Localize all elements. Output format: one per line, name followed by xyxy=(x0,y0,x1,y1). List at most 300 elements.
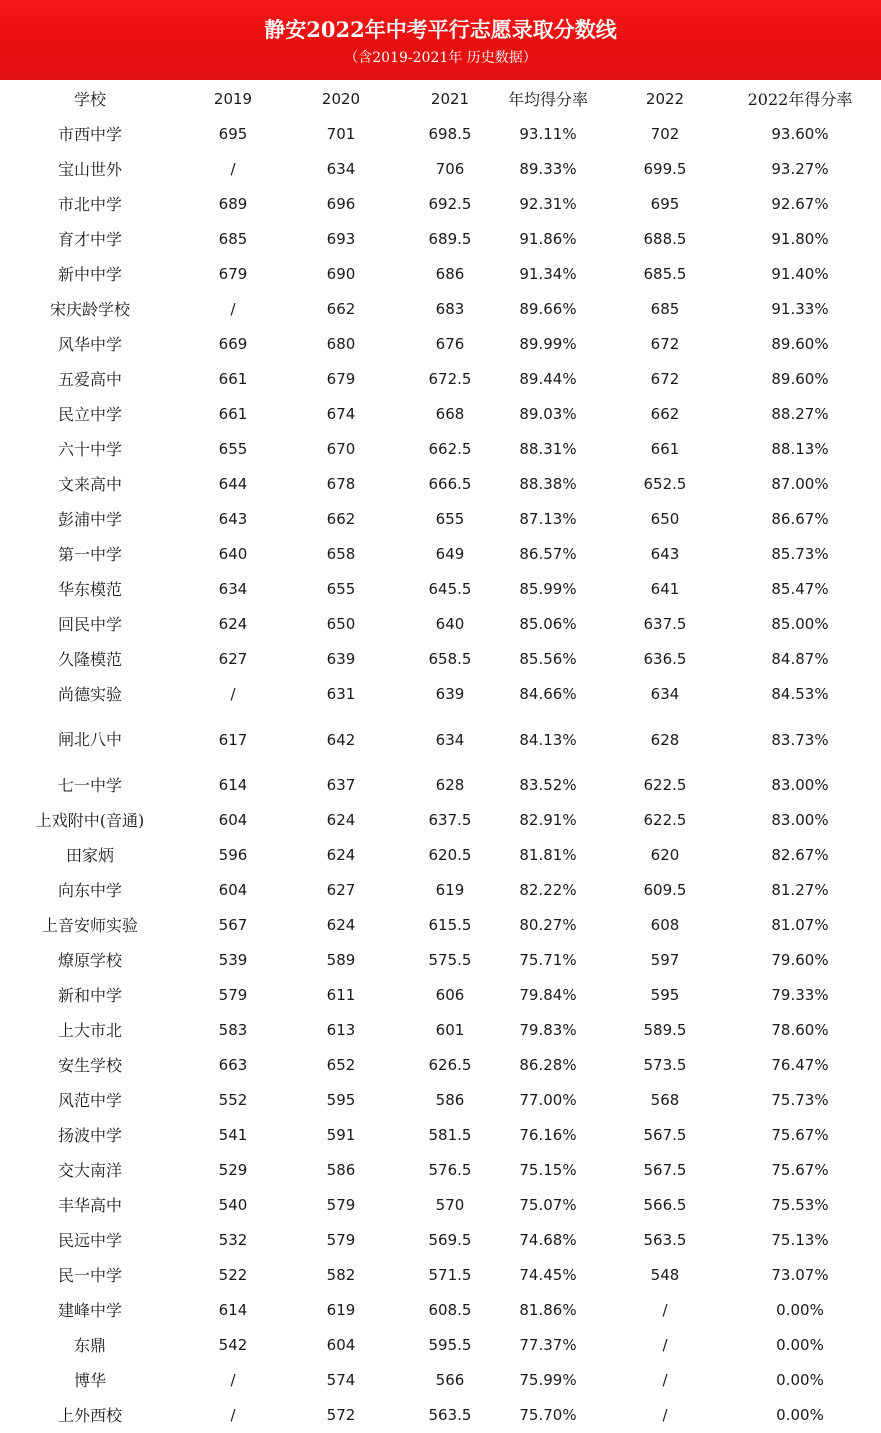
rate-2022-cell: 88.27% xyxy=(771,405,829,423)
avg-rate-cell: 85.06% xyxy=(519,615,577,633)
score-2019-cell: 643 xyxy=(218,510,248,528)
avg-rate-cell: 87.13% xyxy=(519,510,577,528)
score-2019-cell: 532 xyxy=(218,1231,248,1249)
school-cell: 文来高中 xyxy=(57,475,122,494)
table-row xyxy=(0,117,881,152)
score-2019-cell: 661 xyxy=(218,405,248,423)
avg-rate-cell: 85.56% xyxy=(519,650,577,668)
school-cell: 交大南洋 xyxy=(57,1161,122,1180)
score-2021-cell: 571.5 xyxy=(428,1266,472,1284)
table-row xyxy=(0,803,881,838)
school-cell: 上大市北 xyxy=(57,1021,122,1040)
school-cell: 向东中学 xyxy=(57,881,122,900)
rate-2022-cell: 85.47% xyxy=(771,580,829,598)
rate-2022-cell: 91.80% xyxy=(771,230,829,248)
score-2021-cell: 601 xyxy=(435,1021,465,1039)
score-2020-cell: 662 xyxy=(326,300,356,318)
rate-2022-cell: 89.60% xyxy=(771,335,829,353)
table-row xyxy=(0,712,881,768)
score-2021-cell: 706 xyxy=(435,160,465,178)
school-cell: 建峰中学 xyxy=(57,1301,122,1320)
score-2020-cell: 680 xyxy=(326,335,356,353)
score-2022-cell: 622.5 xyxy=(643,811,687,829)
header-school: 学校 xyxy=(73,90,106,109)
table-row xyxy=(0,502,881,537)
rate-2022-cell: 76.47% xyxy=(771,1056,829,1074)
table-row xyxy=(0,642,881,677)
table-row xyxy=(0,397,881,432)
rate-2022-cell: 92.67% xyxy=(771,195,829,213)
score-2020-cell: 634 xyxy=(326,160,356,178)
rate-2022-cell: 89.60% xyxy=(771,370,829,388)
score-2021-cell: 608.5 xyxy=(428,1301,472,1319)
score-2020-cell: 652 xyxy=(326,1056,356,1074)
score-2021-cell: 620.5 xyxy=(428,846,472,864)
score-2021-cell: 637.5 xyxy=(428,811,472,829)
rate-2022-cell: 84.53% xyxy=(771,685,829,703)
score-2019-cell: 663 xyxy=(218,1056,248,1074)
school-cell: 风华中学 xyxy=(57,335,122,354)
rate-2022-cell: 81.27% xyxy=(771,881,829,899)
school-cell: 东鼎 xyxy=(73,1336,106,1355)
school-cell: 彭浦中学 xyxy=(57,510,122,529)
score-2019-cell: 539 xyxy=(218,951,248,969)
score-2020-cell: 586 xyxy=(326,1161,356,1179)
header-2020: 2020 xyxy=(321,90,361,108)
score-2021-cell: 619 xyxy=(435,881,465,899)
avg-rate-cell: 75.07% xyxy=(519,1196,577,1214)
score-2021-cell: 628 xyxy=(435,776,465,794)
score-2021-cell: 570 xyxy=(435,1196,465,1214)
table-row xyxy=(0,187,881,222)
score-2020-cell: 658 xyxy=(326,545,356,563)
table-row xyxy=(0,1013,881,1048)
score-2019-cell: 579 xyxy=(218,986,248,1004)
rate-2022-cell: 75.67% xyxy=(771,1126,829,1144)
avg-rate-cell: 85.99% xyxy=(519,580,577,598)
avg-rate-cell: 75.71% xyxy=(519,951,577,969)
score-2019-cell: 644 xyxy=(218,475,248,493)
table-row xyxy=(0,572,881,607)
score-2019-cell: 689 xyxy=(218,195,248,213)
score-2020-cell: 655 xyxy=(326,580,356,598)
score-2022-cell: 567.5 xyxy=(643,1161,687,1179)
score-2022-cell: 548 xyxy=(650,1266,680,1284)
score-2022-cell: 622.5 xyxy=(643,776,687,794)
rate-2022-cell: 79.33% xyxy=(771,986,829,1004)
score-2020-cell: 619 xyxy=(326,1301,356,1319)
score-2022-cell: 589.5 xyxy=(643,1021,687,1039)
table-row xyxy=(0,537,881,572)
table-row xyxy=(0,677,881,712)
avg-rate-cell: 82.91% xyxy=(519,811,577,829)
score-2020-cell: 604 xyxy=(326,1336,356,1354)
rate-2022-cell: 93.27% xyxy=(771,160,829,178)
avg-rate-cell: 81.86% xyxy=(519,1301,577,1319)
school-cell: 扬波中学 xyxy=(57,1126,122,1145)
table-row xyxy=(0,222,881,257)
score-2021-cell: 575.5 xyxy=(428,951,472,969)
avg-rate-cell: 77.00% xyxy=(519,1091,577,1109)
school-cell: 闸北八中 xyxy=(57,730,122,749)
score-2022-cell: / xyxy=(662,1301,668,1319)
score-2021-cell: 634 xyxy=(435,731,465,749)
score-2019-cell: 627 xyxy=(218,650,248,668)
rate-2022-cell: 86.67% xyxy=(771,510,829,528)
avg-rate-cell: 88.38% xyxy=(519,475,577,493)
avg-rate-cell: 89.03% xyxy=(519,405,577,423)
rate-2022-cell: 0.00% xyxy=(776,1336,824,1354)
table-row xyxy=(0,908,881,943)
school-cell: 七一中学 xyxy=(57,776,122,795)
score-2022-cell: 652.5 xyxy=(643,475,687,493)
school-cell: 华东模范 xyxy=(57,580,122,599)
score-2022-cell: 608 xyxy=(650,916,680,934)
avg-rate-cell: 75.15% xyxy=(519,1161,577,1179)
score-2019-cell: 640 xyxy=(218,545,248,563)
score-2020-cell: 650 xyxy=(326,615,356,633)
rate-2022-cell: 83.00% xyxy=(771,811,829,829)
table-row xyxy=(0,1328,881,1363)
score-2021-cell: 655 xyxy=(435,510,465,528)
score-2021-cell: 692.5 xyxy=(428,195,472,213)
score-2021-cell: 586 xyxy=(435,1091,465,1109)
score-2019-cell: 542 xyxy=(218,1336,248,1354)
score-2020-cell: 579 xyxy=(326,1196,356,1214)
score-2022-cell: 643 xyxy=(650,545,680,563)
table-row xyxy=(0,432,881,467)
score-2021-cell: 689.5 xyxy=(428,230,472,248)
score-2020-cell: 624 xyxy=(326,846,356,864)
rate-2022-cell: 82.67% xyxy=(771,846,829,864)
score-2020-cell: 674 xyxy=(326,405,356,423)
score-2020-cell: 624 xyxy=(326,811,356,829)
avg-rate-cell: 79.84% xyxy=(519,986,577,1004)
school-cell: 回民中学 xyxy=(57,615,122,634)
score-2020-cell: 631 xyxy=(326,685,356,703)
table-row xyxy=(0,873,881,908)
score-2019-cell: 679 xyxy=(218,265,248,283)
score-2022-cell: 685.5 xyxy=(643,265,687,283)
school-cell: 宋庆龄学校 xyxy=(49,300,130,319)
table-row xyxy=(0,1398,881,1433)
score-2020-cell: 574 xyxy=(326,1371,356,1389)
score-2019-cell: 661 xyxy=(218,370,248,388)
score-2021-cell: 595.5 xyxy=(428,1336,472,1354)
school-cell: 风范中学 xyxy=(57,1091,122,1110)
score-2021-cell: 563.5 xyxy=(428,1406,472,1424)
score-2019-cell: 617 xyxy=(218,731,248,749)
score-2019-cell: / xyxy=(230,1371,236,1389)
score-2019-cell: 604 xyxy=(218,811,248,829)
title-banner xyxy=(0,0,881,80)
score-2022-cell: 661 xyxy=(650,440,680,458)
score-2022-cell: 573.5 xyxy=(643,1056,687,1074)
school-cell: 市西中学 xyxy=(57,125,122,144)
table-row xyxy=(0,838,881,873)
score-2020-cell: 572 xyxy=(326,1406,356,1424)
score-2021-cell: 569.5 xyxy=(428,1231,472,1249)
score-2022-cell: 609.5 xyxy=(643,881,687,899)
school-cell: 田家炳 xyxy=(65,846,114,865)
score-2020-cell: 639 xyxy=(326,650,356,668)
avg-rate-cell: 86.57% xyxy=(519,545,577,563)
score-2019-cell: 614 xyxy=(218,1301,248,1319)
avg-rate-cell: 77.37% xyxy=(519,1336,577,1354)
school-cell: 新中中学 xyxy=(57,265,122,284)
table-body xyxy=(0,117,881,1433)
school-cell: 民一中学 xyxy=(57,1266,122,1285)
score-2020-cell: 613 xyxy=(326,1021,356,1039)
score-2021-cell: 576.5 xyxy=(428,1161,472,1179)
rate-2022-cell: 75.73% xyxy=(771,1091,829,1109)
score-2021-cell: 686 xyxy=(435,265,465,283)
table-row xyxy=(0,292,881,327)
table-header xyxy=(0,82,881,117)
table-row xyxy=(0,1048,881,1083)
school-cell: 丰华高中 xyxy=(57,1196,122,1215)
score-2020-cell: 679 xyxy=(326,370,356,388)
score-2020-cell: 589 xyxy=(326,951,356,969)
avg-rate-cell: 76.16% xyxy=(519,1126,577,1144)
page-subtitle: （含2019-2021年 历史数据） xyxy=(344,50,537,66)
score-2021-cell: 645.5 xyxy=(428,580,472,598)
school-cell: 上音安师实验 xyxy=(41,916,138,935)
score-2019-cell: / xyxy=(230,300,236,318)
score-2020-cell: 678 xyxy=(326,475,356,493)
school-cell: 安生学校 xyxy=(57,1056,122,1075)
score-2020-cell: 579 xyxy=(326,1231,356,1249)
score-2019-cell: 655 xyxy=(218,440,248,458)
score-2022-cell: 702 xyxy=(650,125,680,143)
score-2019-cell: 604 xyxy=(218,881,248,899)
score-2021-cell: 676 xyxy=(435,335,465,353)
score-2022-cell: / xyxy=(662,1371,668,1389)
score-2021-cell: 683 xyxy=(435,300,465,318)
score-2022-cell: 672 xyxy=(650,370,680,388)
school-cell: 上外西校 xyxy=(57,1406,122,1425)
avg-rate-cell: 83.52% xyxy=(519,776,577,794)
score-2019-cell: 529 xyxy=(218,1161,248,1179)
score-2022-cell: 634 xyxy=(650,685,680,703)
school-cell: 燎原学校 xyxy=(57,951,122,970)
table-row xyxy=(0,362,881,397)
rate-2022-cell: 73.07% xyxy=(771,1266,829,1284)
score-2019-cell: 624 xyxy=(218,615,248,633)
score-2019-cell: 552 xyxy=(218,1091,248,1109)
score-2022-cell: 595 xyxy=(650,986,680,1004)
rate-2022-cell: 75.67% xyxy=(771,1161,829,1179)
table-row xyxy=(0,152,881,187)
avg-rate-cell: 80.27% xyxy=(519,916,577,934)
school-cell: 新和中学 xyxy=(57,986,122,1005)
school-cell: 五爱高中 xyxy=(57,370,122,389)
school-cell: 博华 xyxy=(73,1371,106,1390)
score-2019-cell: 614 xyxy=(218,776,248,794)
avg-rate-cell: 75.70% xyxy=(519,1406,577,1424)
score-2022-cell: 597 xyxy=(650,951,680,969)
score-2019-cell: 540 xyxy=(218,1196,248,1214)
avg-rate-cell: 91.34% xyxy=(519,265,577,283)
rate-2022-cell: 84.87% xyxy=(771,650,829,668)
avg-rate-cell: 89.66% xyxy=(519,300,577,318)
score-2021-cell: 615.5 xyxy=(428,916,472,934)
avg-rate-cell: 92.31% xyxy=(519,195,577,213)
avg-rate-cell: 91.86% xyxy=(519,230,577,248)
avg-rate-cell: 89.44% xyxy=(519,370,577,388)
score-2020-cell: 696 xyxy=(326,195,356,213)
rate-2022-cell: 75.53% xyxy=(771,1196,829,1214)
avg-rate-cell: 79.83% xyxy=(519,1021,577,1039)
score-2019-cell: 634 xyxy=(218,580,248,598)
score-2021-cell: 666.5 xyxy=(428,475,472,493)
score-2019-cell: / xyxy=(230,1406,236,1424)
table-row xyxy=(0,1083,881,1118)
avg-rate-cell: 86.28% xyxy=(519,1056,577,1074)
score-2020-cell: 595 xyxy=(326,1091,356,1109)
score-2020-cell: 642 xyxy=(326,731,356,749)
rate-2022-cell: 0.00% xyxy=(776,1406,824,1424)
score-2022-cell: 672 xyxy=(650,335,680,353)
score-2020-cell: 611 xyxy=(326,986,356,1004)
score-2021-cell: 626.5 xyxy=(428,1056,472,1074)
score-2022-cell: 688.5 xyxy=(643,230,687,248)
score-2022-cell: 650 xyxy=(650,510,680,528)
rate-2022-cell: 0.00% xyxy=(776,1371,824,1389)
table-row xyxy=(0,943,881,978)
table-row xyxy=(0,1118,881,1153)
score-2019-cell: / xyxy=(230,160,236,178)
score-2022-cell: 568 xyxy=(650,1091,680,1109)
table-row xyxy=(0,1363,881,1398)
table-row xyxy=(0,768,881,803)
score-2020-cell: 627 xyxy=(326,881,356,899)
rate-2022-cell: 78.60% xyxy=(771,1021,829,1039)
rate-2022-cell: 79.60% xyxy=(771,951,829,969)
table-row xyxy=(0,1153,881,1188)
school-cell: 尚德实验 xyxy=(57,685,122,704)
avg-rate-cell: 93.11% xyxy=(519,125,577,143)
header-avg-rate: 年均得分率 xyxy=(507,90,588,109)
rate-2022-cell: 83.00% xyxy=(771,776,829,794)
rate-2022-cell: 75.13% xyxy=(771,1231,829,1249)
score-2022-cell: 641 xyxy=(650,580,680,598)
score-2022-cell: 566.5 xyxy=(643,1196,687,1214)
score-2019-cell: 596 xyxy=(218,846,248,864)
header-2021: 2021 xyxy=(430,90,470,108)
score-2022-cell: / xyxy=(662,1406,668,1424)
table-row xyxy=(0,1293,881,1328)
score-2020-cell: 690 xyxy=(326,265,356,283)
school-cell: 上戏附中(音通) xyxy=(35,811,145,830)
score-2022-cell: 695 xyxy=(650,195,680,213)
score-2022-cell: 563.5 xyxy=(643,1231,687,1249)
avg-rate-cell: 82.22% xyxy=(519,881,577,899)
score-2019-cell: 567 xyxy=(218,916,248,934)
avg-rate-cell: 89.33% xyxy=(519,160,577,178)
header-2022-rate: 2022年得分率 xyxy=(747,90,853,109)
score-2022-cell: 628 xyxy=(650,731,680,749)
score-2021-cell: 640 xyxy=(435,615,465,633)
score-2022-cell: 636.5 xyxy=(643,650,687,668)
avg-rate-cell: 88.31% xyxy=(519,440,577,458)
score-2019-cell: / xyxy=(230,685,236,703)
rate-2022-cell: 91.33% xyxy=(771,300,829,318)
header-2022: 2022 xyxy=(645,90,685,108)
table-row xyxy=(0,978,881,1013)
rate-2022-cell: 87.00% xyxy=(771,475,829,493)
score-2020-cell: 701 xyxy=(326,125,356,143)
score-2019-cell: 695 xyxy=(218,125,248,143)
score-2020-cell: 624 xyxy=(326,916,356,934)
table-row xyxy=(0,1258,881,1293)
score-table xyxy=(0,82,881,1433)
score-2020-cell: 693 xyxy=(326,230,356,248)
rate-2022-cell: 85.00% xyxy=(771,615,829,633)
score-2021-cell: 581.5 xyxy=(428,1126,472,1144)
score-2019-cell: 541 xyxy=(218,1126,248,1144)
avg-rate-cell: 84.66% xyxy=(519,685,577,703)
rate-2022-cell: 88.13% xyxy=(771,440,829,458)
avg-rate-cell: 89.99% xyxy=(519,335,577,353)
score-2022-cell: / xyxy=(662,1336,668,1354)
score-2020-cell: 591 xyxy=(326,1126,356,1144)
school-cell: 市北中学 xyxy=(57,195,122,214)
table-row xyxy=(0,257,881,292)
avg-rate-cell: 84.13% xyxy=(519,731,577,749)
score-2022-cell: 567.5 xyxy=(643,1126,687,1144)
header-2019: 2019 xyxy=(213,90,253,108)
score-2021-cell: 658.5 xyxy=(428,650,472,668)
rate-2022-cell: 85.73% xyxy=(771,545,829,563)
table-row xyxy=(0,1188,881,1223)
score-2022-cell: 637.5 xyxy=(643,615,687,633)
score-2020-cell: 637 xyxy=(326,776,356,794)
avg-rate-cell: 81.81% xyxy=(519,846,577,864)
rate-2022-cell: 83.73% xyxy=(771,731,829,749)
score-2021-cell: 668 xyxy=(435,405,465,423)
score-2022-cell: 662 xyxy=(650,405,680,423)
table-row xyxy=(0,607,881,642)
score-2019-cell: 685 xyxy=(218,230,248,248)
score-2020-cell: 670 xyxy=(326,440,356,458)
score-2021-cell: 649 xyxy=(435,545,465,563)
rate-2022-cell: 81.07% xyxy=(771,916,829,934)
table-row xyxy=(0,1223,881,1258)
avg-rate-cell: 74.45% xyxy=(519,1266,577,1284)
score-2021-cell: 698.5 xyxy=(428,125,472,143)
score-2021-cell: 639 xyxy=(435,685,465,703)
avg-rate-cell: 74.68% xyxy=(519,1231,577,1249)
score-2022-cell: 620 xyxy=(650,846,680,864)
score-2019-cell: 583 xyxy=(218,1021,248,1039)
avg-rate-cell: 75.99% xyxy=(519,1371,577,1389)
score-2022-cell: 685 xyxy=(650,300,680,318)
score-2020-cell: 662 xyxy=(326,510,356,528)
score-2019-cell: 522 xyxy=(218,1266,248,1284)
table-row xyxy=(0,467,881,502)
rate-2022-cell: 93.60% xyxy=(771,125,829,143)
rate-2022-cell: 0.00% xyxy=(776,1301,824,1319)
score-2020-cell: 582 xyxy=(326,1266,356,1284)
score-2021-cell: 606 xyxy=(435,986,465,1004)
table-row xyxy=(0,327,881,362)
score-2021-cell: 672.5 xyxy=(428,370,472,388)
school-cell: 久隆模范 xyxy=(57,650,122,669)
score-2021-cell: 662.5 xyxy=(428,440,472,458)
score-2022-cell: 699.5 xyxy=(643,160,687,178)
school-cell: 育才中学 xyxy=(57,230,122,249)
